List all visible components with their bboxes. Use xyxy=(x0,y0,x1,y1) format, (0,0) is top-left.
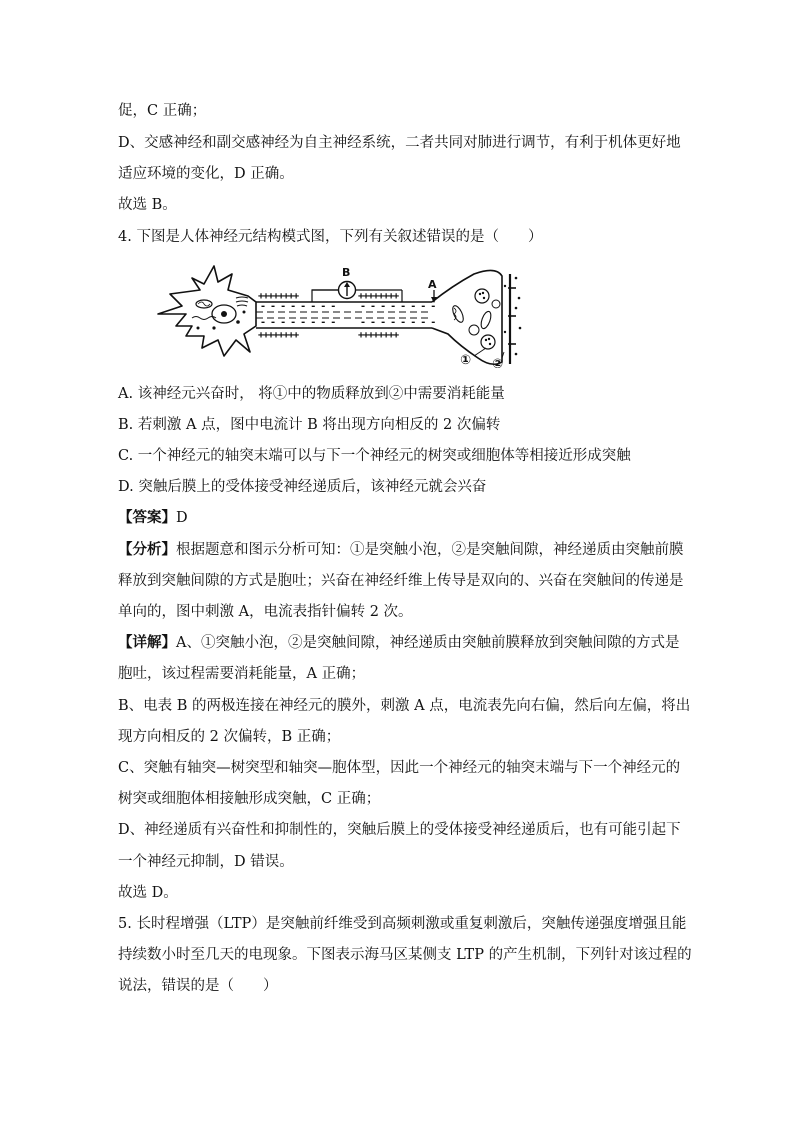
question-5-line-2: 持续数小时至几天的电现象。下图表示海马区某侧支 LTP 的产生机制，下列针对该过程的 xyxy=(118,947,692,963)
detail-line-5: C、突触有轴突—树突型和轴突—胞体型，因此一个神经元的轴突末端与下一个神经元的 xyxy=(118,760,681,776)
answer-value: D xyxy=(176,510,188,526)
axon-interior-charges-1: - - - - - - - - xyxy=(260,301,336,312)
detail-line-3: B、电表 B 的两极连接在神经元的膜外，刺激 A 点，电流表先向右偏，然后向左偏，将出 xyxy=(118,698,691,714)
detail-line-2: 胞吐，该过程需要消耗能量，A 正确； xyxy=(118,666,366,682)
detail-line-1: 【详解】A、①突触小泡，②是突触间隙，神经递质由突触前膜释放到突触间隙的方式是 xyxy=(118,634,680,651)
option-D: D. 突触后膜上的受体接受神经递质后，该神经元就会兴奋 xyxy=(118,479,487,495)
axon-interior-charges-3: - - - - - - - - xyxy=(260,317,336,328)
detail-line-8: 一个神经元抑制，D 错误。 xyxy=(118,854,294,870)
intro-line-1: 促，C 正确； xyxy=(118,103,207,119)
analysis-line-2: 释放到突触间隙的方式是胞吐；兴奋在神经纤维上传导是双向的、兴奋在突触间的传递是 xyxy=(118,573,684,589)
synaptic-vesicle xyxy=(481,335,495,349)
option-A: A. 该神经元兴奋时， 将①中的物质释放到②中需要消耗能量 xyxy=(118,386,505,402)
neuron-structure-figure xyxy=(152,256,524,368)
label-A: A xyxy=(428,278,437,291)
axon-terminal-outline xyxy=(432,270,502,364)
analysis-line-1: 【分析】根据题意和图示分析可知：①是突触小泡，②是突触间隙，神经递质由突触前膜 xyxy=(118,541,684,558)
detail-line-9: 故选 D。 xyxy=(118,885,178,901)
option-C: C. 一个神经元的轴突末端可以与下一个神经元的树突或细胞体等相接近形成突触 xyxy=(118,448,631,464)
axon-bottom-charges-left: ++++++++ xyxy=(258,330,299,341)
answer-tag: 【答案】 xyxy=(118,509,176,526)
label-2: ② xyxy=(492,357,504,368)
detail-tag: 【详解】 xyxy=(118,634,176,651)
answer-line xyxy=(118,508,188,528)
neuron-diagram xyxy=(152,256,524,368)
detail-line-4: 现方向相反的 2 次偏转，B 正确； xyxy=(118,729,341,745)
neuron-cell-body-outline xyxy=(158,266,256,356)
axon-top-charges-right: ++++++++ xyxy=(358,291,399,302)
detail-line-7: D、神经递质有兴奋性和抑制性的，突触后膜上的受体接受神经递质后，也有可能引起下 xyxy=(118,822,681,838)
option-B: B. 若刺激 A 点，图中电流计 B 将出现方向相反的 2 次偏转 xyxy=(118,417,501,433)
axon-interior-charges-2: - - - - - - - - xyxy=(360,301,436,312)
label-B: B xyxy=(342,266,351,279)
intro-line-2: D、交感神经和副交感神经为自主神经系统，二者共同对肺进行调节，有利于机体更好地 xyxy=(118,135,681,151)
axon-top-charges-left: ++++++++ xyxy=(258,291,299,302)
intro-line-4: 故选 B。 xyxy=(118,197,177,213)
analysis-tag: 【分析】 xyxy=(118,541,176,558)
question-4-stem: 4. 下图是人体神经元结构模式图，下列有关叙述错误的是（ ） xyxy=(118,229,543,245)
axon-bottom-charges-right: ++++++++ xyxy=(358,330,399,341)
golgi xyxy=(236,297,248,306)
analysis-line-3: 单向的，图中刺激 A，电流表指针偏转 2 次。 xyxy=(118,604,413,620)
label-1: ① xyxy=(460,353,472,368)
question-5-line-3: 说法，错误的是（ ） xyxy=(118,978,278,994)
intro-line-3: 适应环境的变化，D 正确。 xyxy=(118,166,294,182)
axon-interior-charges-4: - - - - - - - - xyxy=(360,317,436,328)
question-5-line-1: 5. 长时程增强（LTP）是突触前纤维受到高频刺激或重复刺激后，突触传递强度增强且能 xyxy=(118,916,687,932)
synaptic-vesicle xyxy=(475,289,489,303)
detail-line-6: 树突或细胞体相接触形成突触，C 正确； xyxy=(118,791,381,807)
